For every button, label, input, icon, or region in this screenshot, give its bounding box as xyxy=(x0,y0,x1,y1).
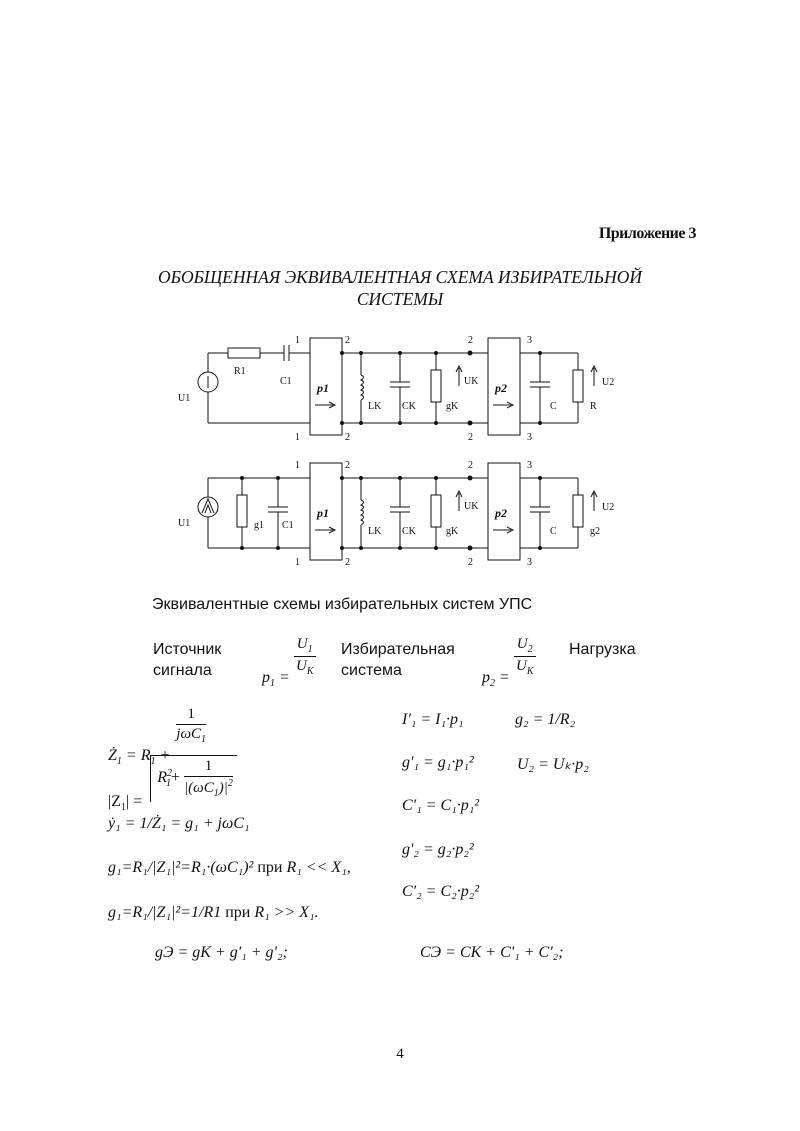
label-u1: U1 xyxy=(178,518,191,529)
p2-formula xyxy=(482,636,536,690)
label-r1: R1 xyxy=(234,366,246,377)
label-p2: p2 xyxy=(495,506,507,520)
formula-z1: $Ż_1 = R_1$ + $\frac{1}{j\omega C_1}$ xyxy=(108,706,207,768)
formula-cp1: C'₁ = C₁·p₁² xyxy=(402,797,480,814)
conductance-gk-symbol xyxy=(431,370,441,402)
label-u2: U2 xyxy=(602,502,615,513)
circuit-diagram-bottom xyxy=(170,455,630,570)
formula-cp2: C'₂ = C₂·p₂² xyxy=(402,883,480,900)
legend-system-line2: система xyxy=(341,662,402,679)
circuit-diagram-top xyxy=(170,330,630,445)
legend-source-line1: Источник xyxy=(153,641,222,658)
label-u1: U1 xyxy=(178,393,191,404)
label-c1: C1 xyxy=(282,520,294,531)
label-ck: CK xyxy=(402,526,416,537)
label-c: C xyxy=(550,526,557,537)
legend-source xyxy=(153,639,221,681)
formula-abs-z1: $|Z_1| = R^2_1+$ $\frac{1}{|(\omega C_1)|^2}$ xyxy=(108,755,237,802)
label-g2: g2 xyxy=(590,526,600,537)
node-label: 2 xyxy=(345,557,350,568)
legend-load: Нагрузка xyxy=(569,641,636,658)
label-r: R xyxy=(590,401,597,412)
conductance-g2-symbol xyxy=(573,495,583,527)
label-uk: UK xyxy=(464,376,479,387)
node-label: 2 xyxy=(468,557,473,568)
node-label: 1 xyxy=(295,460,300,471)
p2-symbol: $p_2$ = xyxy=(482,669,510,690)
appendix-label: Приложение 3 xyxy=(598,225,696,242)
page-title-line2: СИСТЕМЫ xyxy=(356,289,444,309)
node-label: 3 xyxy=(527,460,532,471)
node-label: 3 xyxy=(527,335,532,346)
node-label: 1 xyxy=(295,335,300,346)
node-label: 2 xyxy=(345,460,350,471)
node-label: 2 xyxy=(468,460,473,471)
label-ck: CK xyxy=(402,401,416,412)
formula-g-equivalent: gЭ = gK + g'₁ + g'₂; xyxy=(155,944,288,961)
label-g1: g1 xyxy=(254,520,264,531)
conductance-gk-symbol xyxy=(431,495,441,527)
label-p1: p1 xyxy=(317,381,329,395)
formula-gp1: g'₁ = g₁·p₁² xyxy=(402,754,474,771)
p1-formula xyxy=(262,636,316,690)
node-label: 3 xyxy=(527,557,532,568)
label-lk: LK xyxy=(368,526,382,537)
page-title-line1: ОБОБЩЕННАЯ ЭКВИВАЛЕНТНАЯ СХЕМА ИЗБИРАТЕЛЬНОЙ xyxy=(157,267,642,287)
page-number: 4 xyxy=(396,1046,404,1062)
formula-g1-high-r: g₁=R₁/|Z₁|²=1/R1 при R₁ >> X₁. xyxy=(108,904,319,921)
formula-gp2: g'₂ = g₂·p₂² xyxy=(402,841,474,858)
inductor-lk-symbol xyxy=(361,500,364,525)
p2-fraction: $\frac{U_2}{U_К}$ xyxy=(514,636,536,677)
node-label: 1 xyxy=(295,432,300,443)
label-p2: p2 xyxy=(495,381,507,395)
label-c: C xyxy=(550,401,557,412)
node-label: 3 xyxy=(527,432,532,443)
label-gk: gK xyxy=(446,401,459,412)
label-p1: p1 xyxy=(317,506,329,520)
formula-c-equivalent: CЭ = CK + C'₁ + C'₂; xyxy=(420,944,564,961)
legend-system-line1: Избирательная xyxy=(341,641,455,658)
formula-u2: U₂ = Uₖ·p₂ xyxy=(517,756,589,773)
label-lk: LK xyxy=(368,401,382,412)
node-label: 2 xyxy=(468,335,473,346)
label-u2: U2 xyxy=(602,377,615,388)
label-uk: UK xyxy=(464,501,479,512)
resistor-r-symbol xyxy=(573,370,583,402)
figure-caption: Эквивалентные схемы избирательных систем УПС xyxy=(152,596,533,613)
p1-symbol: $p_1$ = xyxy=(262,669,290,690)
resistor-r1-symbol xyxy=(228,348,260,358)
node-label: 2 xyxy=(345,432,350,443)
legend-source-line2: сигнала xyxy=(153,662,212,679)
legend-system xyxy=(341,639,455,681)
formula-g2: g₂ = 1/R₂ xyxy=(515,711,576,728)
node-label: 2 xyxy=(345,335,350,346)
label-gk: gK xyxy=(446,526,459,537)
node-label: 1 xyxy=(295,557,300,568)
label-c1: C1 xyxy=(280,376,292,387)
formula-y1: ẏ₁ = 1/Ż₁ = g₁ + jωC₁ xyxy=(108,815,250,832)
conductance-g1-symbol xyxy=(237,495,247,527)
formula-g1-low-r: g₁=R₁/|Z₁|²=R₁·(ωC₁)² при R₁ << X₁, xyxy=(108,859,351,876)
p1-fraction: $\frac{U_1}{U_К}$ xyxy=(294,636,316,677)
formula-i1: I'₁ = I₁·p₁ xyxy=(402,711,464,728)
node-label: 2 xyxy=(468,432,473,443)
inductor-lk-symbol xyxy=(361,375,364,400)
